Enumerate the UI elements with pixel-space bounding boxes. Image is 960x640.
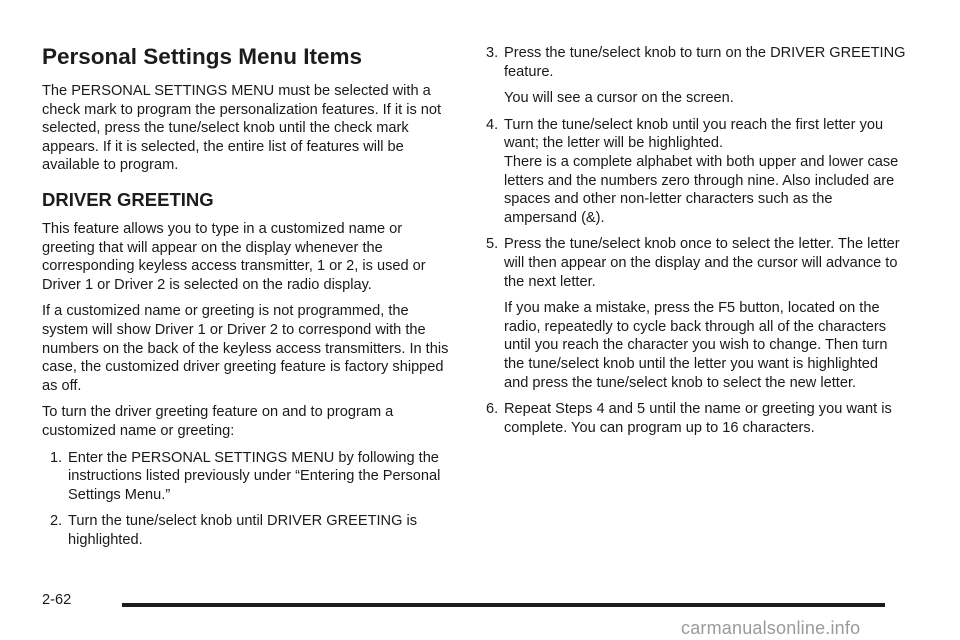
step-text: Press the tune/select knob to turn on the DRIVER GREETING feature. <box>504 45 906 80</box>
step-number: 6. <box>486 401 499 418</box>
step-text: Turn the tune/select knob until you reach the first letter you want; the letter will be highlighted. <box>504 116 884 152</box>
right-column <box>486 44 906 445</box>
list-item <box>486 44 906 108</box>
list-item <box>50 449 452 505</box>
step-text: Enter the PERSONAL SETTINGS MENU by following the instructions listed previously under “Entering the Personal Settings Menu.” <box>68 449 441 503</box>
paragraph: This feature allows you to type in a customized name or greeting that will appear on the display whenever the corresponding keyless access transmitter, 1 or 2, is used or Driver 1 or Driver 2 is selected on the radio display. <box>42 220 426 293</box>
step-number: 4. <box>486 116 499 133</box>
step-number: 5. <box>486 236 499 253</box>
step-body <box>504 116 906 228</box>
step-number: 1. <box>50 449 63 466</box>
paragraph: To turn the driver greeting feature on and to program a customized name or greeting: <box>42 404 394 439</box>
step-note: If you make a mistake, press the F5 button, located on the radio, repeatedly to cycle back through all of the characters until you reach the character you wish to change. Then turn the tune/select knob until the letter you want is highlighted and press the tune/select knob to select the new letter. <box>504 300 888 391</box>
step-note: You will see a cursor on the screen. <box>504 90 734 107</box>
intro-paragraph: The PERSONAL SETTINGS MENU must be selected with a check mark to program the personalization features. If it is not selected, press the tune/select knob until the check mark appears. If it is selected, the entire list of features will be available to program. <box>42 83 442 174</box>
step-note: There is a complete alphabet with both upper and lower case letters and the numbers zero through nine. Also included are spaces and other non-letter characters such as the ampersand (&). <box>504 153 899 226</box>
page-number: 2-62 <box>42 592 72 608</box>
left-column <box>42 44 452 557</box>
list-item <box>486 116 906 228</box>
step-list <box>50 449 452 550</box>
list-item <box>486 400 906 437</box>
step-text: Press the tune/select knob once to select the letter. The letter will then appear on the display and the cursor will advance to the next letter. <box>504 236 900 290</box>
footer-rule <box>122 603 885 607</box>
step-number: 2. <box>50 513 63 530</box>
step-number: 3. <box>486 45 499 61</box>
step-list <box>486 44 906 437</box>
step-body <box>504 235 906 392</box>
step-body <box>504 44 906 108</box>
page-title: Personal Settings Menu Items <box>42 44 363 69</box>
paragraph: If a customized name or greeting is not programmed, the system will show Driver 1 or Driver 2 to correspond with the numbers on the back of the keyless access transmitters. In this case, the customized driver greeting feature is factory shipped as off. <box>42 303 449 394</box>
step-text: Repeat Steps 4 and 5 until the name or greeting you want is complete. You can program up to 16 characters. <box>504 401 892 436</box>
step-text: Turn the tune/select knob until DRIVER GREETING is highlighted. <box>68 513 418 548</box>
list-item <box>486 235 906 392</box>
watermark: carmanualsonline.info <box>681 618 861 638</box>
list-item <box>50 512 452 549</box>
section-heading: DRIVER GREETING <box>42 188 214 210</box>
